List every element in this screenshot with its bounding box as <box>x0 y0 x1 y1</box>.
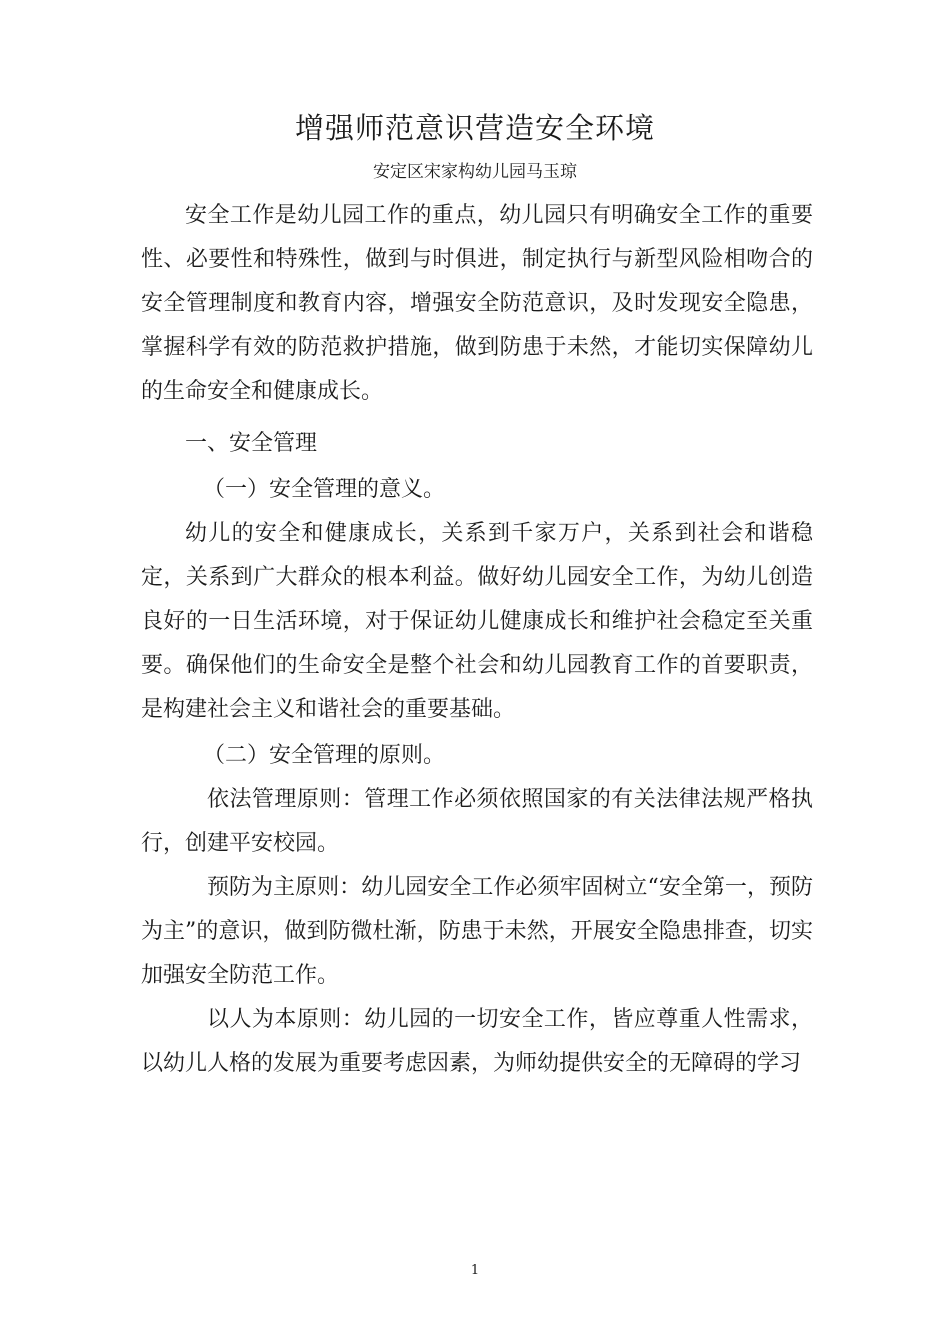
document-body <box>141 194 813 1086</box>
document-title: 增强师范意识营造安全环境 <box>294 111 655 145</box>
paragraph-intro: 安全工作是幼儿园工作的重点，幼儿园只有明确安全工作的重要性、必要性和特殊性，做到与时俱进，制定执行与新型风险相吻合的安全管理制度和教育内容，增强安全防范意识，及时发现安全隐患，掌握科学有效的防范救护措施，做到防患于未然，才能切实保障幼儿的生命安全和健康成长。 <box>141 203 813 404</box>
document-author: 安定区宋家构幼儿园马玉琼 <box>373 162 577 182</box>
paragraph-significance: 幼儿的安全和健康成长，关系到千家万户，关系到社会和谐稳定，关系到广大群众的根本利益。做好幼儿园安全工作，为幼儿创造良好的一日生活环境，对于保证幼儿健康成长和维护社会稳定至关重要。确保他们的生命安全是整个社会和幼儿园教育工作的首要职责，是构建社会主义和谐社会的重要基础。 <box>141 521 813 722</box>
paragraph-principle-prevention: 预防为主原则：幼儿园安全工作必须牢固树立“安全第一，预防为主”的意识，做到防微杜渐，防患于未然，开展安全隐患排查，切实加强安全防范工作。 <box>141 875 813 988</box>
section-heading: 一、安全管理 <box>185 431 318 456</box>
subsection-heading: （二）安全管理的原则。 <box>203 743 446 768</box>
paragraph-principle-law: 依法管理原则：管理工作必须依照国家的有关法律法规严格执行，创建平安校园。 <box>141 787 813 856</box>
paragraph-principle-people: 以人为本原则：幼儿园的一切安全工作，皆应尊重人性需求，以幼儿人格的发展为重要考虑因素，为师幼提供安全的无障碍的学习 <box>141 1007 813 1076</box>
subsection-heading: （一）安全管理的意义。 <box>203 477 446 502</box>
page-number: 1 <box>470 1263 480 1278</box>
